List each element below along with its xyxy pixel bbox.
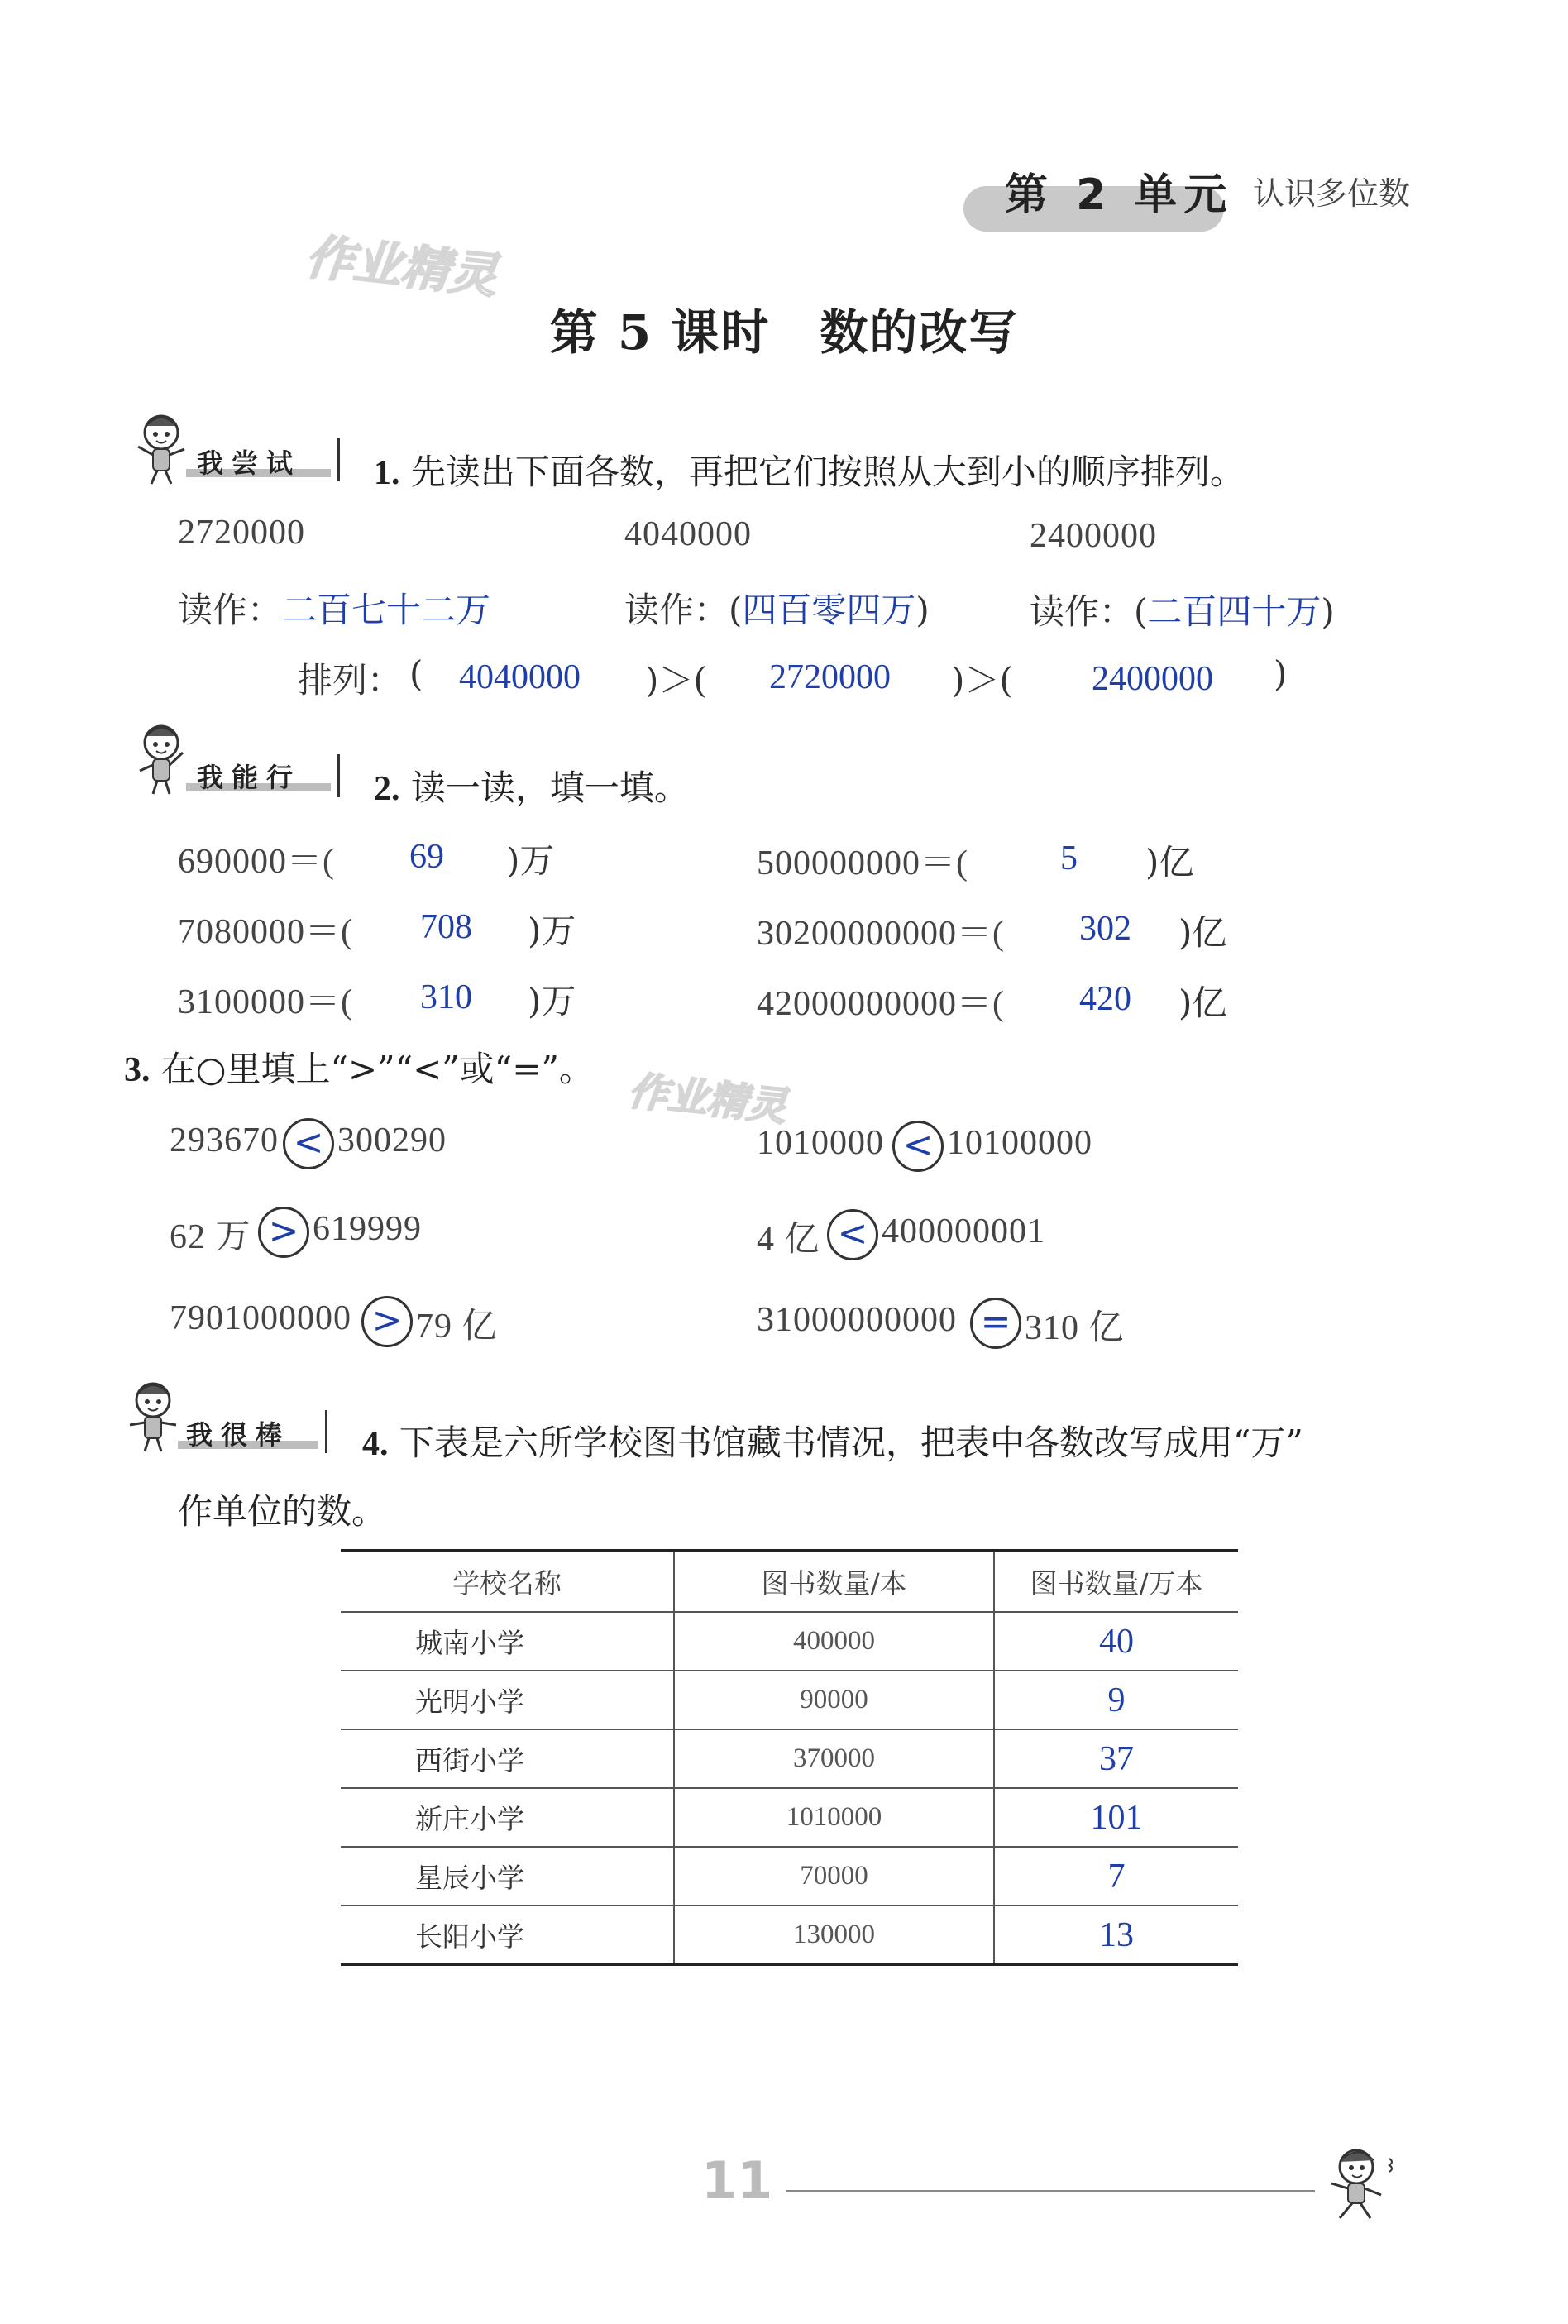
q2-right-unit: )亿 [1178, 912, 1227, 953]
section-divider [325, 1410, 327, 1453]
table-row [341, 1788, 1238, 1847]
section-divider [337, 754, 340, 797]
q3-left-value: 62 万 [170, 1218, 251, 1256]
question-3-prompt [124, 1042, 594, 1092]
school-name: 城南小学 [341, 1612, 674, 1671]
read-label: 读作： [624, 590, 729, 630]
q1-reading-3: 读作：(二百四十万) [1030, 591, 1335, 632]
school-name: 新庄小学 [341, 1788, 674, 1847]
unit-subtitle: 认识多位数 [1253, 175, 1411, 212]
section-label-try: 我尝试 [197, 447, 302, 479]
q2-left-answer: 708 [420, 908, 472, 946]
table-row [341, 1729, 1238, 1788]
q3-left-value: 1010000 [757, 1124, 884, 1162]
book-count-wan-answer: 9 [994, 1671, 1238, 1729]
paren: ) [1274, 653, 1288, 694]
q3-right-value: 400000001 [882, 1212, 1045, 1250]
q1-reading-2: 读作：(四百零四万) [624, 590, 930, 630]
section-divider [337, 438, 340, 481]
q2-left-answer: 69 [409, 838, 444, 876]
q2-right-expression: 500000000＝( [757, 844, 968, 882]
question-text: 先读出下面各数，再把它们按照从大到小的顺序排列。 [410, 452, 1245, 492]
book-count-wan-answer: 7 [994, 1847, 1238, 1906]
q3-right-value: 79 亿 [416, 1308, 498, 1346]
table-row [341, 1847, 1238, 1906]
book-count-wan-answer: 40 [994, 1612, 1238, 1671]
school-name: 星辰小学 [341, 1847, 674, 1906]
question-1-prompt [374, 445, 1245, 495]
q2-right-expression: 30200000000＝( [757, 915, 1005, 953]
q3-left-value: 4 亿 [757, 1221, 820, 1259]
school-name: 光明小学 [341, 1671, 674, 1729]
q2-left-expression: 7080000＝( [178, 913, 353, 951]
q3-comparison-circle[interactable]: < [827, 1209, 878, 1260]
q3-left-value: 7901000000 [170, 1299, 351, 1337]
comparison-text: )＞( [645, 660, 707, 701]
q2-left-unit: )万 [528, 911, 576, 951]
q3-right-value: 619999 [313, 1210, 422, 1248]
q1-order-answer-1: 4040000 [459, 658, 581, 696]
q2-right-answer: 302 [1079, 910, 1131, 948]
q3-left-value: 293670 [170, 1121, 279, 1160]
question-number: 1. [374, 454, 400, 492]
question-text: 在○里填上“>”“<”或“=”。 [160, 1049, 594, 1089]
table-row [341, 1612, 1238, 1671]
q2-right-unit: )亿 [1145, 842, 1194, 882]
section-label-can: 我能行 [197, 762, 302, 793]
watermark: 作业精灵 [626, 1068, 789, 1131]
q2-left-expression: 3100000＝( [178, 983, 353, 1021]
question-text: 读一读，填一填。 [410, 767, 689, 808]
book-count-wan-answer: 101 [994, 1788, 1238, 1847]
reading-answer: 四百零四万 [742, 590, 916, 630]
q3-comparison-circle[interactable]: = [970, 1298, 1021, 1349]
page-number: 11 [701, 2150, 773, 2211]
q1-number-2: 4040000 [624, 515, 752, 553]
table-header-row [341, 1551, 1238, 1613]
q3-right-value: 310 亿 [1025, 1309, 1125, 1347]
watermark: 作业精灵 [303, 228, 500, 304]
question-number: 2. [374, 770, 400, 808]
running-mascot-icon [1319, 2142, 1410, 2225]
question-number: 3. [124, 1051, 151, 1089]
q3-left-value: 31000000000 [757, 1301, 957, 1339]
question-text: 下表是六所学校图书馆藏书情况，把表中各数改写成用“万” [399, 1423, 1303, 1463]
q3-comparison-circle[interactable]: < [892, 1121, 944, 1172]
footer-divider [786, 2190, 1315, 2192]
q3-comparison-circle[interactable]: < [283, 1118, 334, 1169]
q2-right-unit: )亿 [1178, 983, 1227, 1023]
q1-order-answer-2: 2720000 [769, 658, 891, 696]
book-count-wan-answer: 13 [994, 1906, 1238, 1965]
q3-right-value: 10100000 [947, 1124, 1092, 1162]
question-4-prompt [362, 1416, 1303, 1466]
question-4-prompt-line2: 作单位的数。 [178, 1491, 387, 1532]
table-row [341, 1671, 1238, 1729]
q3-comparison-circle[interactable]: > [258, 1207, 309, 1258]
book-count: 90000 [674, 1671, 994, 1729]
q1-order-label: 排列： [298, 660, 403, 701]
question-number: 4. [362, 1425, 389, 1463]
table-row [341, 1906, 1238, 1965]
read-label: 读作： [178, 590, 283, 630]
q2-left-expression: 690000＝( [178, 843, 335, 881]
school-name: 长阳小学 [341, 1906, 674, 1965]
q1-order-answer-3: 2400000 [1092, 660, 1213, 698]
q2-right-answer: 5 [1060, 839, 1078, 877]
book-count: 370000 [674, 1729, 994, 1788]
q2-left-unit: )万 [528, 981, 576, 1021]
section-label-great: 我很棒 [186, 1419, 291, 1451]
book-count: 400000 [674, 1612, 994, 1671]
column-header: 学校名称 [341, 1551, 674, 1613]
reading-answer: 二百七十二万 [282, 590, 491, 630]
q2-left-unit: )万 [506, 840, 555, 881]
q2-right-expression: 42000000000＝( [757, 985, 1005, 1023]
q2-left-answer: 310 [420, 978, 472, 1016]
school-name: 西街小学 [341, 1729, 674, 1788]
q2-right-answer: 420 [1079, 980, 1131, 1018]
q1-reading-1 [178, 583, 490, 633]
unit-title: 第 2 单元 [1005, 170, 1234, 220]
column-header: 图书数量/万本 [994, 1551, 1238, 1613]
q1-number-1: 2720000 [178, 514, 305, 552]
mascot-icon [128, 409, 194, 488]
library-books-table [341, 1549, 1238, 1966]
lesson-title: 第 5 课时 数的改写 [549, 304, 1019, 361]
column-header: 图书数量/本 [674, 1551, 994, 1613]
book-count: 1010000 [674, 1788, 994, 1847]
paren: ( [409, 653, 423, 694]
book-count-wan-answer: 37 [994, 1729, 1238, 1788]
question-2-prompt [374, 761, 689, 811]
reading-answer: 二百四十万 [1147, 591, 1322, 632]
q3-right-value: 300290 [337, 1121, 447, 1160]
q1-number-3: 2400000 [1030, 517, 1157, 555]
read-label: 读作： [1030, 591, 1135, 632]
book-count: 70000 [674, 1847, 994, 1906]
mascot-icon [128, 720, 194, 798]
comparison-text: )＞( [951, 660, 1013, 701]
mascot-icon [120, 1377, 186, 1456]
q3-comparison-circle[interactable]: > [361, 1296, 413, 1347]
book-count: 130000 [674, 1906, 994, 1965]
